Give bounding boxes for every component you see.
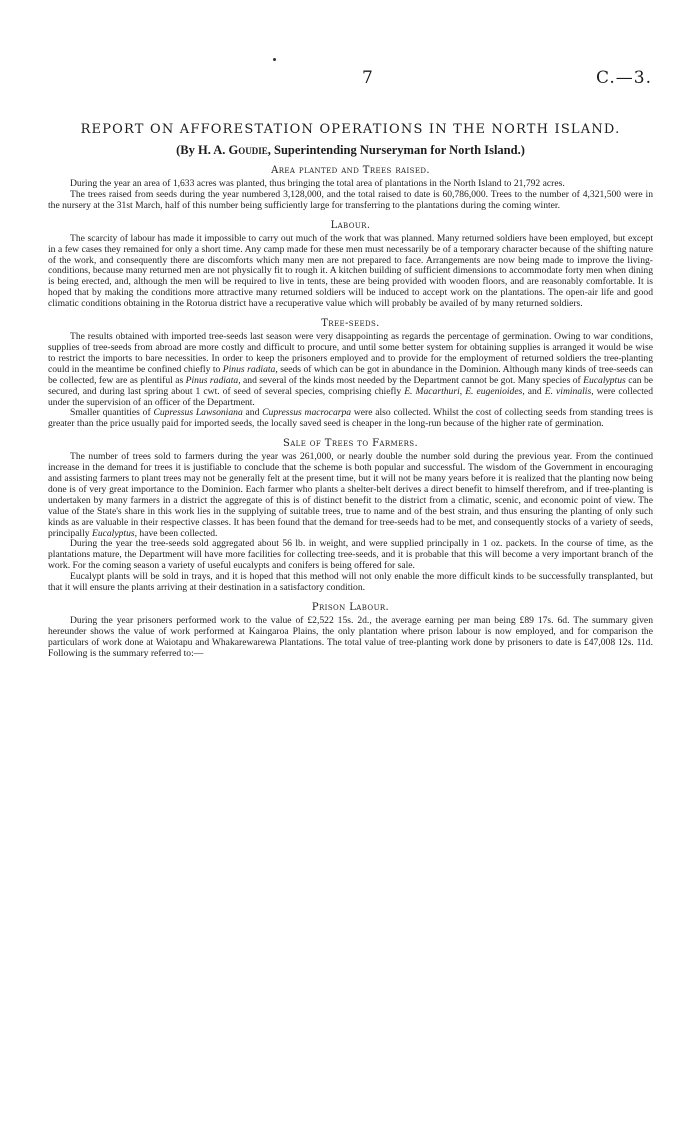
text-run: were also collected. Whilst the cost of collecting seeds from standing trees is greater than the price usually paid for imported seeds, the locally saved seed is cheaper in the long-run because of the higher rate of germination. bbox=[48, 407, 653, 430]
text-run: can be secured, and during last spring about 1 cwt. of seed of several species, comprising chiefly bbox=[48, 374, 653, 397]
text-run: The number of trees sold to farmers during the year was 261,000, or nearly double the number sold during the previous year. From the continued increase in the demand for trees it is justifiable to conclude that the scheme is both popular and successful. The wisdom of the Government in encouraging and assisting farmers to plant trees may not be generally felt at the present time, but it will not be many years before it is realized that the planting now being done is of very great importance to the Dominion. Each farmer who plants a shelter-belt derives a direct benefit to himself therefrom, and if tree-planting is undertaken by many farmers in a district the aggregate of this is of distinct benefit to the district from a climatic, scenic, and economic point of view. The value of the State's share in this work lies in the supplying of suitable trees, true to name and of the best strain, and thus ensuring the planting of only such kinds as are valuable in their respective classes. It has been found that the demand for tree-seeds had to be met, and consequently stocks of a variety of seeds, principally bbox=[48, 451, 653, 539]
species-name: Eucalyptus bbox=[91, 527, 135, 539]
species-name: Cupressus macrocarpa bbox=[262, 407, 352, 419]
species-name: Pinus radiata bbox=[185, 374, 239, 386]
section-heading-prison: Prison Labour. bbox=[311, 602, 390, 613]
paragraph-prison-1: During the year prisoners performed work to the value of £2,522 15s. 2d., the average earning per man being £89 17s. 6d. The summary given hereunder shows the value of work performed at Kaingaroa Plains, the only plantation where prison labour is now employed, and for comparison the particulars of work done at Waiotapu and Whakarewarewa Plantations. The total value of tree-planting work done by prisoners to date is £47,008 12s. 11d. Following is the summary referred to:— bbox=[48, 615, 653, 659]
page-number: 7 bbox=[362, 68, 373, 88]
paragraph-labour-1: The scarcity of labour has made it impossible to carry out much of the work that was planned. Many returned soldiers have been employed, but except in a few cases they remained for only a short time. Any camp made for these men must necessarily be of a temporary character because of the shifting nature of the work, and consequently there are discomforts which many men are not prepared to face. Arrangements are now being made to improve the living-conditions, because many returned men are not physically fit to rough it. A kitchen building of sufficient dimensions to accommodate forty men when dining is being erected, and, although the men will be required to live in tents, these are being provided with wooden floors, and are reasonably comfortable. It is hoped that by making the conditions more attractive many returned soldiers will be induced to accept work on the plantations. The open-air life and good climatic conditions obtaining in the Rotorua district have a recuperative value which will probably be availed of by many returned soldiers. bbox=[48, 232, 653, 310]
author-prefix: (By H. A. bbox=[176, 143, 226, 157]
species-name: E. Macarthuri, E. eugenioides, bbox=[404, 385, 525, 397]
text-run: and bbox=[527, 385, 542, 397]
page-header bbox=[0, 66, 700, 90]
species-name: Pinus radiata bbox=[222, 363, 276, 375]
species-name: Eucalyptus bbox=[583, 374, 626, 386]
species-name: E. viminalis, bbox=[544, 385, 594, 397]
text-run: , have been collected. bbox=[134, 527, 218, 539]
text-run: were collected under the supervision of an officer of the Department. bbox=[48, 385, 653, 408]
species-name: Cupressus Lawsoniana bbox=[153, 407, 243, 419]
document-reference: C.—3. bbox=[595, 68, 652, 88]
paragraph-sale-3: Eucalypt plants will be sold in trays, and it is hoped that this method will not only enable the more difficult kinds to be successfully transplanted, but that it will ensure the plants arriving at their destination in a satisfactory condition. bbox=[48, 571, 653, 594]
paragraph-seeds-2 bbox=[48, 408, 653, 430]
paragraph-sale-2: During the year the tree-seeds sold aggregated about 56 lb. in weight, and were supplied principally in 1 oz. packets. In the course of time, as the plantations mature, the Department will have more facilities for collecting tree-seeds, and it is probable that this will become a very important branch of the work. For the coming season a variety of useful eucalypts and conifers is being offered for sale. bbox=[48, 538, 653, 572]
paragraph-area-1: During the year an area of 1,633 acres was planted, thus bringing the total area of plantations in the North Island to 21,792 acres. bbox=[70, 178, 565, 189]
text-run: Smaller quantities of bbox=[70, 407, 151, 419]
report-title: REPORT ON AFFORESTATION OPERATIONS IN THE NORTH ISLAND. bbox=[80, 122, 621, 137]
text-run: , seeds of which can be got in abundance in the Dominion. Although many kinds of tree-seeds can be collected, few are as plentiful as bbox=[48, 363, 653, 386]
report-author-line bbox=[48, 143, 653, 158]
ink-speck bbox=[273, 58, 276, 61]
author-role: , Superintending Nurseryman for North Island.) bbox=[267, 143, 525, 157]
section-heading-sale: Sale of Trees to Farmers. bbox=[282, 438, 419, 450]
paragraph-seeds-1 bbox=[48, 332, 653, 408]
paragraph-area-2: The trees raised from seeds during the year numbered 3,128,000, and the total raised to date is 60,786,000. Trees to the number of 4,321,500 were in the nursery at the 31st March, half of this number being sufficiently large for transferring to the plantations during the coming winter. bbox=[48, 188, 653, 211]
text-run: and bbox=[245, 407, 260, 419]
text-run: , and several of the kinds most needed by the Department cannot be got. Many species of bbox=[238, 374, 581, 386]
text-run: The results obtained with imported tree-seeds last season were very disappointing as regards the percentage of germination. Owing to war conditions, supplies of tree-seeds from abroad are more costly and difficult to procure, and until some better system for obtaining supplies is arranged it would be wise to restrict the imports to bare necessities. In order to keep the prisoners employed and to provide for the employment of returned soldiers the tree-planting could in the meantime be confined chiefly to bbox=[48, 331, 653, 375]
paragraph-sale-1 bbox=[48, 452, 653, 539]
section-heading-tree-seeds: Tree-seeds. bbox=[321, 318, 380, 330]
author-name: Goudie bbox=[228, 143, 268, 157]
section-heading-area: Area planted and Trees raised. bbox=[271, 165, 430, 176]
section-heading-labour: Labour. bbox=[330, 219, 371, 231]
report-body bbox=[48, 122, 653, 660]
